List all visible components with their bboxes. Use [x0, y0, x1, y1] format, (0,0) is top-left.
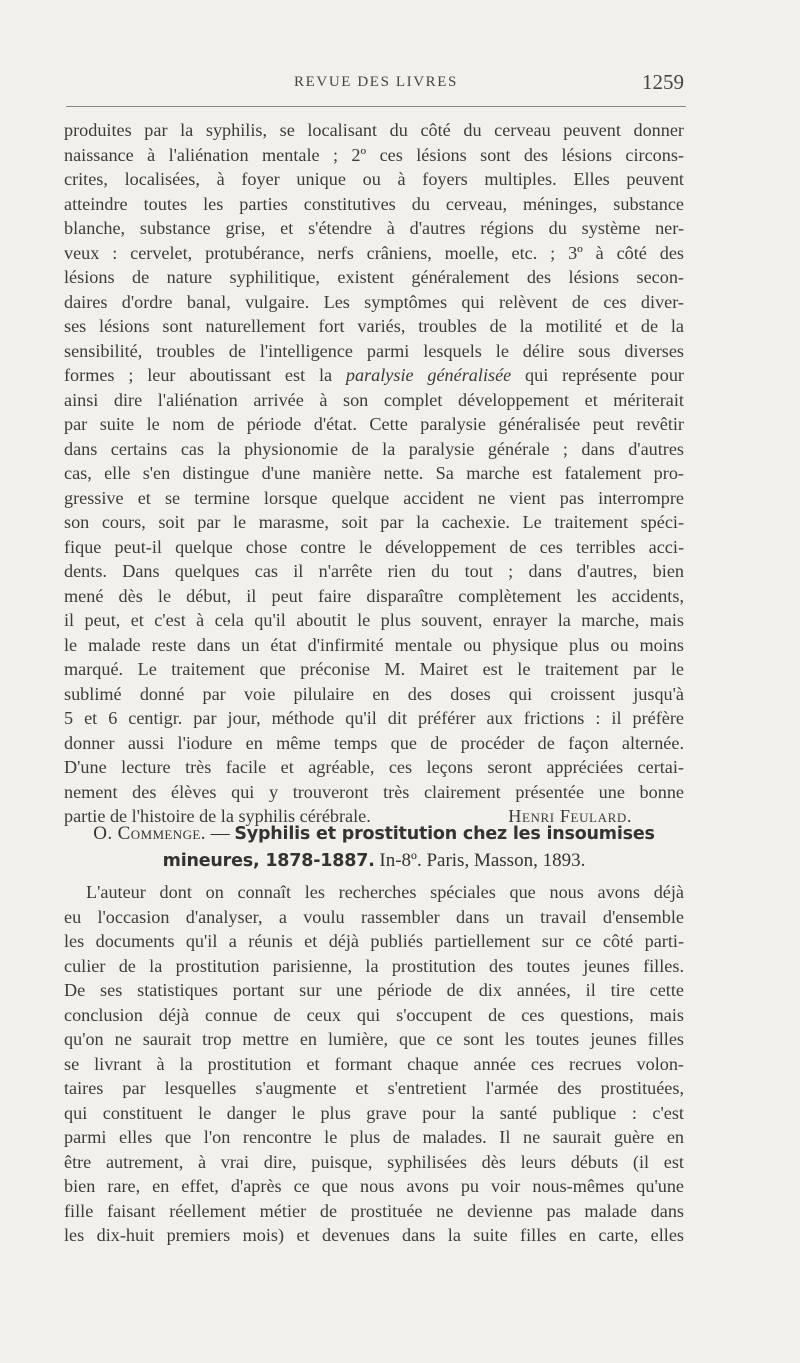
text-line: ainsi dire l'aliénation arrivée à son complet développement et mériterait [64, 389, 684, 410]
heading-line [64, 847, 684, 874]
text-line-with-italic [64, 363, 684, 388]
text-line: le malade reste dans un état d'infirmité mentale ou physique plus ou moins [64, 634, 684, 655]
text-line: cas, elle s'en distingue d'une manière nette. Sa marche est fatalement pro- [64, 463, 684, 483]
text-line: dents. Dans quelques cas il n'arrête rien du tout ; dans d'autres, bien [64, 561, 684, 581]
book-title: Syphilis et prostitution chez les insoumises [234, 824, 655, 844]
review-commenge-heading [64, 820, 684, 874]
book-author: O. Commenge. [93, 823, 206, 844]
text-run: formes ; leur aboutissant est la [64, 365, 346, 385]
review-commenge [64, 880, 684, 1248]
book-title-continued: mineures, 1878-1887. [162, 851, 375, 871]
book-publication: In-8º. Paris, Masson, 1893. [374, 850, 586, 871]
text-line: crites, localisées, à foyer unique ou à foyers multiples. Elles peuvent [64, 169, 684, 189]
reviewer-signature: Henri Feulard. [508, 806, 632, 826]
text-line: veux : cervelet, protubérance, nerfs crâniens, moelle, etc. ; 3º à côté des [64, 242, 684, 263]
text-line: fille faisant réellement métier de prostituée ne devienne pas malade dans [64, 1200, 684, 1221]
text-line: atteindre toutes les parties constitutives du cerveau, méninges, substance [64, 193, 684, 214]
text-line: son cours, soit par le marasme, soit par la cachexie. Le traitement spéci- [64, 512, 684, 532]
text-line: se livrant à la prostitution et formant chaque année ces recrues volon- [64, 1053, 684, 1074]
text-line: 5 et 6 centigr. par jour, méthode qu'il dit préférer aux frictions : il préfère [64, 708, 684, 728]
text-line: sensibilité, troubles de l'intelligence parmi lesquels le délire sous diverses [64, 340, 684, 361]
text-line: par suite le nom de période d'état. Cette paralysie généralisée peut revêtir [64, 414, 684, 434]
text-line: les dix-huit premiers mois) et devenues dans la suite filles en carte, elles [64, 1225, 684, 1245]
text-line: L'auteur dont on connaît les recherches spéciales que nous avons déjà [86, 882, 684, 902]
text-line: marqué. Le traitement que préconise M. Mairet est le traitement par le [64, 659, 684, 679]
text-line: lésions de nature syphilitique, existent généralement des lésions secon- [64, 267, 684, 287]
text-line: fique peut-il quelque chose contre le développement de ces terribles acci- [64, 536, 684, 557]
italic-term: paralysie généralisée [345, 365, 512, 385]
text-line: gressive et se termine lorsque quelque accident ne vient pas interrompre [64, 487, 684, 508]
text-line: nement des élèves qui y trouveront très clairement présentée une bonne [64, 781, 684, 802]
heading-line [64, 820, 684, 847]
text-run: qui représente pour [511, 365, 684, 385]
text-line: dans certains cas la physionomie de la paralysie générale ; dans d'autres [64, 438, 684, 459]
running-head: REVUE DES LIVRES [294, 74, 458, 90]
text-line: daires d'ordre banal, vulgaire. Les symptômes qui relèvent de ces diver- [64, 291, 684, 312]
text-line: il peut, et c'est à cela qu'il aboutit le plus souvent, enrayer la marche, mais [64, 610, 684, 630]
text-line: blanche, substance grise, et s'étendre à d'autres régions du système ner- [64, 218, 684, 238]
text-line: les documents qu'il a réunis et déjà publiés partiellement sur ce côté parti- [64, 931, 684, 951]
review-mairet [64, 118, 684, 829]
text-line: culier de la prostitution parisienne, la prostitution des toutes jeunes filles. [64, 955, 684, 976]
text-line: ses lésions sont naturellement fort variés, troubles de la motilité et de la [64, 316, 684, 336]
header-rule [66, 106, 686, 107]
heading-dash: — [205, 823, 235, 844]
text-line: conclusion déjà connue de ceux qui s'occupent de ces questions, mais [64, 1004, 684, 1025]
text-line: produites par la syphilis, se localisant du côté du cerveau peuvent donner [64, 120, 684, 140]
text-line: taires par lesquelles s'augmente et s'entretient l'armée des prostituées, [64, 1078, 684, 1098]
text-line: donner aussi l'iodure en même temps que de procéder de façon alternée. [64, 732, 684, 753]
text-line: naissance à l'aliénation mentale ; 2º ces lésions sont des lésions circons- [64, 144, 684, 165]
text-line: partie de l'histoire de la syphilis cérébrale. [64, 806, 371, 826]
text-line: eu l'occasion d'analyser, a voulu rassembler dans un travail d'ensemble [64, 906, 684, 927]
text-line: D'une lecture très facile et agréable, ces leçons seront appréciées certai- [64, 757, 684, 777]
page-header [66, 72, 686, 96]
text-line: qui constituent le danger le plus grave pour la santé publique : c'est [64, 1102, 684, 1123]
page-number: 1259 [642, 70, 684, 94]
text-line: De ses statistiques portant sur une période de dix années, il tire cette [64, 980, 684, 1000]
review-mairet-body [64, 118, 684, 829]
text-line: parmi elles que l'on rencontre le plus de malades. Il ne saurait guère en [64, 1127, 684, 1147]
text-line: sublimé donné par voie pilulaire en des doses qui croissent jusqu'à [64, 683, 684, 704]
text-line: mené dès le début, il peut faire disparaître complètement les accidents, [64, 585, 684, 606]
text-line: être autrement, à vrai dire, puisque, syphilisées dès leurs débuts (il est [64, 1151, 684, 1172]
text-line: bien rare, en effet, d'après ce que nous avons pu voir nous-mêmes qu'une [64, 1176, 684, 1196]
text-line: qu'on ne saurait trop mettre en lumière, que ce sont les toutes jeunes filles [64, 1029, 684, 1049]
review-commenge-body [64, 880, 684, 1248]
